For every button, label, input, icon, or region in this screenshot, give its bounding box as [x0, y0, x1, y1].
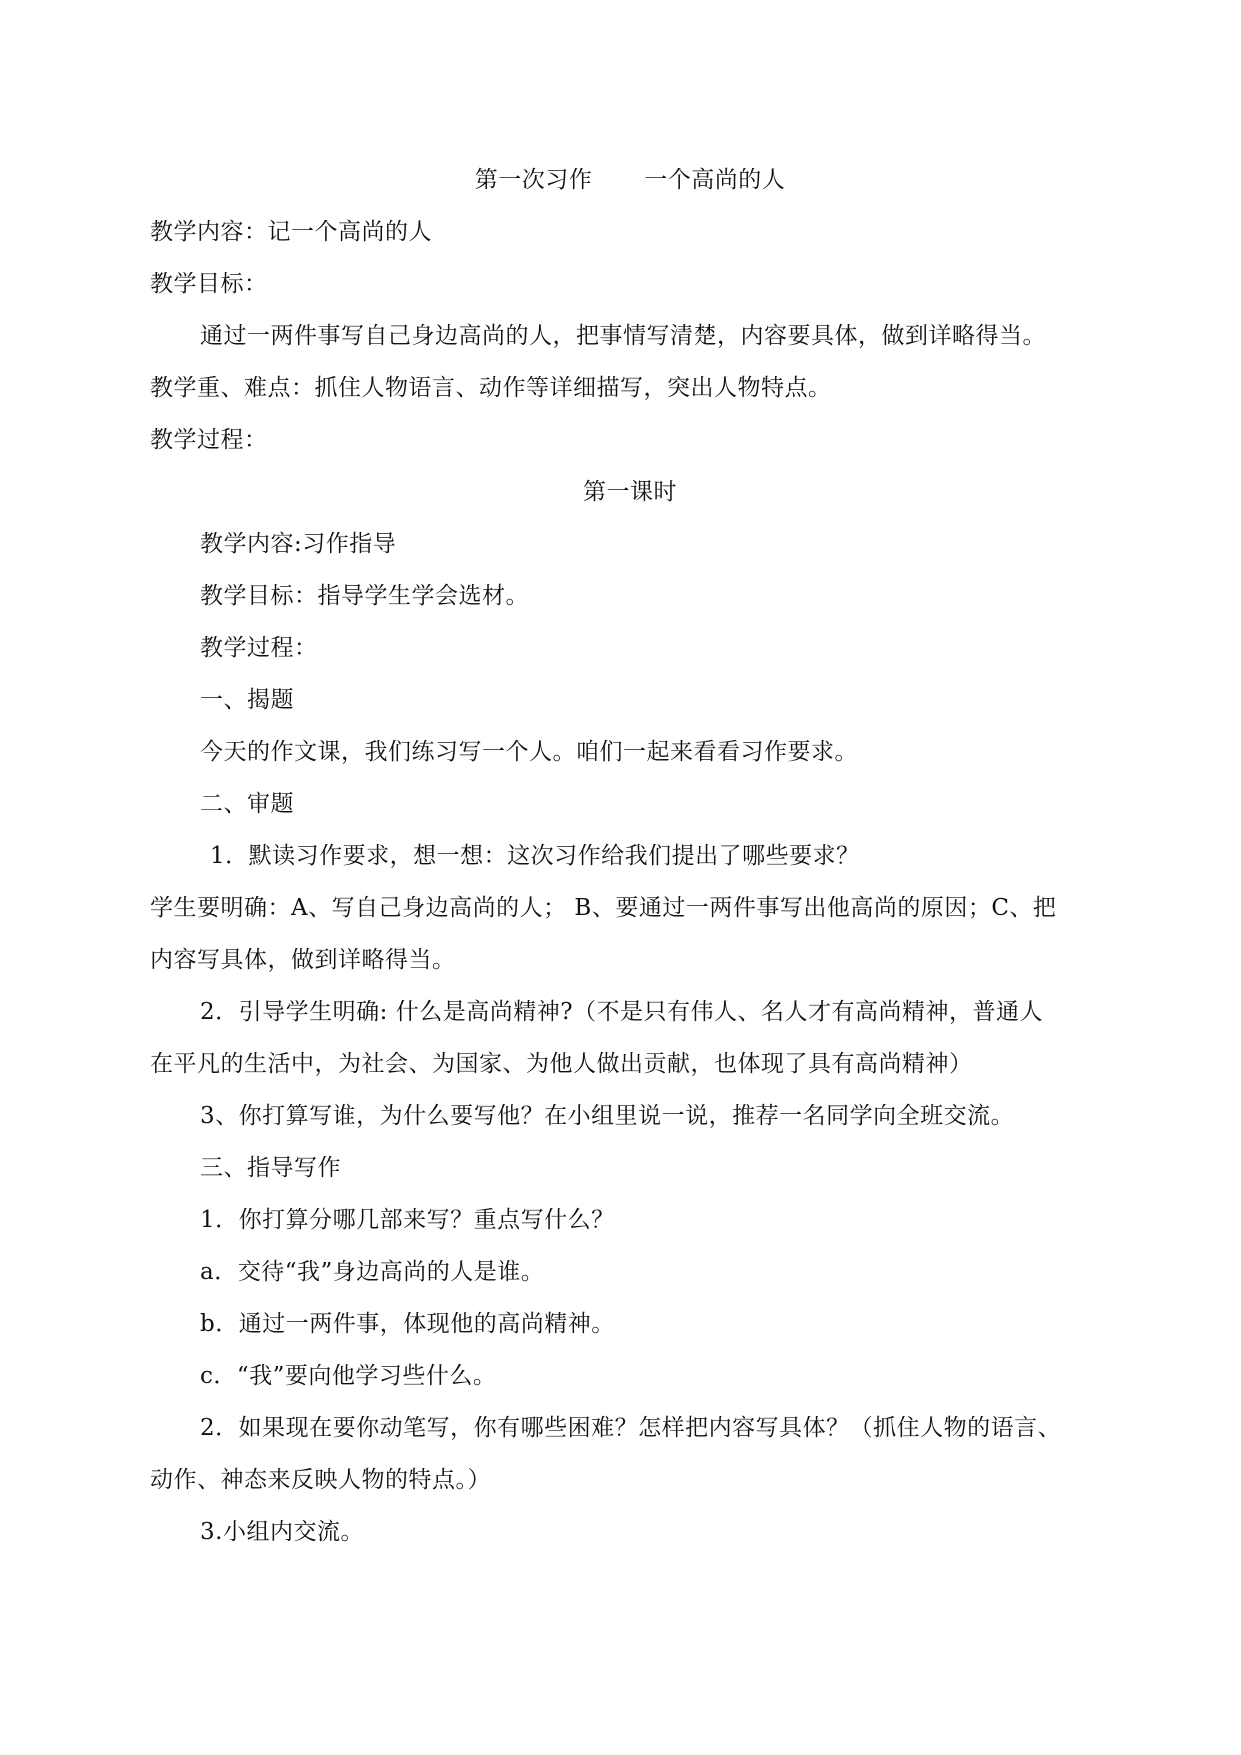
step2-item1-answer-line1: 学生要明确：A、写自己身边高尚的人； B、要通过一两件事写出他高尚的原因；C、把: [150, 895, 1057, 921]
lesson1-goal: 教学目标：指导学生学会选材。: [200, 583, 529, 609]
step3-item2-line2: 动作、神态来反映人物的特点。）: [150, 1467, 491, 1493]
step2-item2-line1: 2．引导学生明确: 什么是高尚精神?（不是只有伟人、名人才有高尚精神，普通人: [200, 999, 1044, 1025]
step3-item-b: b．通过一两件事，体现他的高尚精神。: [200, 1311, 615, 1337]
lesson1-title: 第一课时: [583, 479, 677, 505]
step2-title: 二、审题: [200, 791, 294, 817]
step1-title: 一、揭题: [200, 687, 294, 713]
lesson1-process: 教学过程：: [200, 635, 318, 661]
step3-item-a: a．交待“我”身边高尚的人是谁。: [200, 1259, 545, 1285]
teaching-process-label: 教学过程：: [150, 427, 268, 453]
step2-item1: 1．默读习作要求，想一想：这次习作给我们提出了哪些要求？: [210, 843, 860, 869]
title-part-a: 第一次习作: [474, 167, 593, 193]
key-points: 教学重、难点：抓住人物语言、动作等详细描写，突出人物特点。: [150, 375, 832, 401]
step2-item3: 3、你打算写谁，为什么要写他？在小组里说一说，推荐一名同学向全班交流。: [200, 1103, 1015, 1129]
teaching-goal-label: 教学目标：: [150, 271, 268, 297]
document-title: [150, 164, 1110, 196]
step3-item-c: c．“我”要向他学习些什么。: [200, 1363, 497, 1389]
step3-item1: 1．你打算分哪几部来写？重点写什么？: [200, 1207, 615, 1233]
step3-item3: 3.小组内交流。: [200, 1519, 364, 1545]
step2-item2-line2: 在平凡的生活中，为社会、为国家、为他人做出贡献，也体现了具有高尚精神）: [150, 1051, 973, 1077]
teaching-content: 教学内容：记一个高尚的人: [150, 219, 432, 245]
step2-item1-answer-line2: 内容写具体，做到详略得当。: [150, 947, 456, 973]
step3-title: 三、指导写作: [200, 1155, 341, 1181]
lesson1-content: 教学内容:习作指导: [200, 531, 397, 557]
step1-text: 今天的作文课，我们练习写一个人。咱们一起来看看习作要求。: [200, 739, 858, 765]
step3-item2-line1: 2．如果现在要你动笔写，你有哪些困难？怎样把内容写具体？（抓住人物的语言、: [200, 1415, 1062, 1441]
title-part-b: 一个高尚的人: [644, 167, 786, 193]
teaching-goal-text: 通过一两件事写自己身边高尚的人，把事情写清楚，内容要具体，做到详略得当。: [200, 323, 1046, 349]
